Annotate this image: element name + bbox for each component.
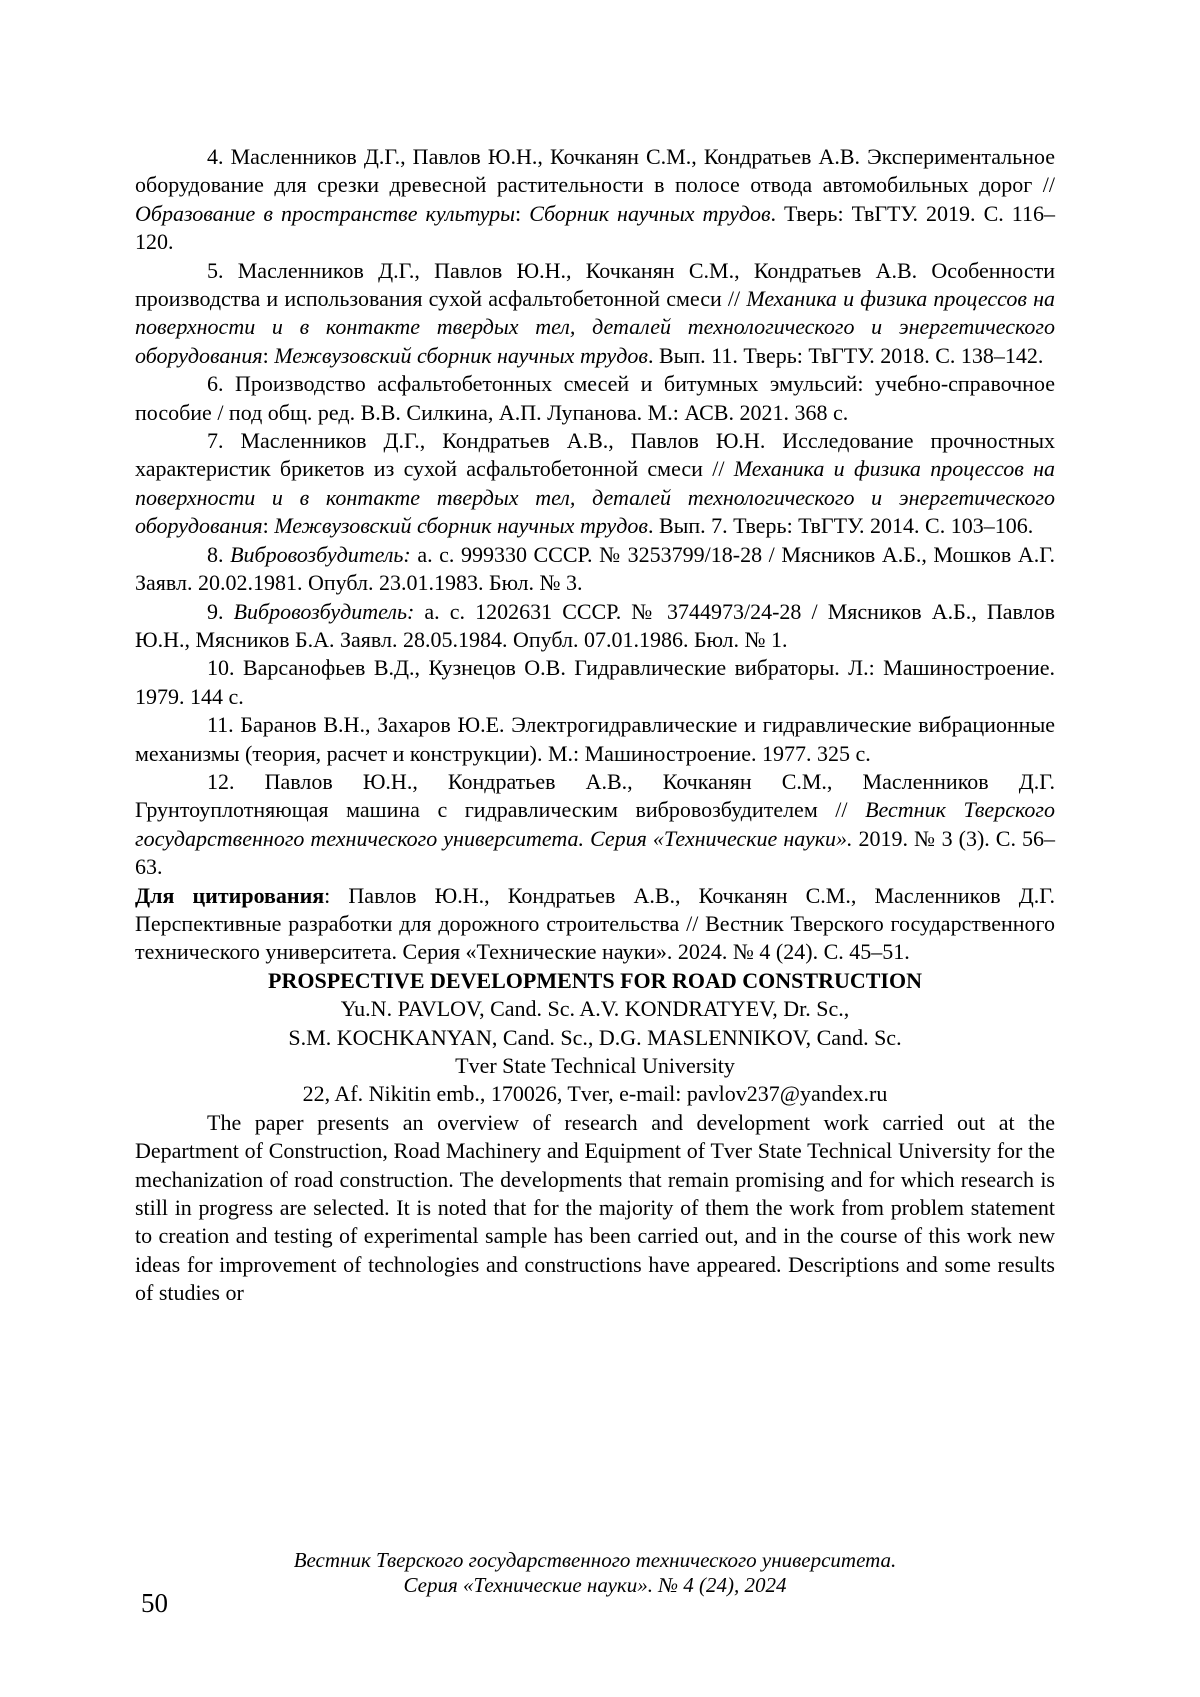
english-title: PROSPECTIVE DEVELOPMENTS FOR ROAD CONSTRUCTION — [268, 967, 922, 993]
plain-text: 10. Варсанофьев В.Д., Кузнецов О.В. Гидравлические вибраторы. Л.: Машиностроение. 1979. 144 с. — [135, 655, 1055, 709]
footer-line-2: Серия «Технические науки». № 4 (24), 2024 — [403, 1573, 787, 1597]
references-list — [135, 143, 1055, 882]
plain-text: 6. Производство асфальтобетонных смесей и битумных эмульсий: учебно-справочное пособие / под общ. ред. В.В. Силкина, А.П. Лупанова. М.: АСВ. 2021. 368 с. — [135, 371, 1055, 425]
plain-text: 2019. № 3 (3). С. 56–63. — [135, 825, 1055, 880]
plain-text: 4. Масленников Д.Г., Павлов Ю.Н., Кочканян С.М., Кондратьев А.В. Экспериментальное оборудование для срезки древесной растительности в полосе отвода автомобильных дорог // — [135, 144, 1055, 198]
plain-text: 9. — [207, 598, 234, 624]
reference-item — [135, 768, 1055, 882]
affiliation-address: 22, Af. Nikitin emb., 170026, Tver, e-mail: pavlov237@yandex.ru — [302, 1081, 888, 1107]
italic-text: Механика и физика процессов на поверхности и в контакте твердых тел, деталей технологического и энергетического оборудования — [135, 286, 1055, 368]
reference-item — [135, 598, 1055, 655]
affiliation-name: Tver State Technical University — [455, 1053, 735, 1078]
plain-text: : — [262, 342, 275, 368]
italic-text: Межвузовский сборник научных трудов — [274, 513, 648, 539]
plain-text: 7. Масленников Д.Г., Кондратьев А.В., Павлов Ю.Н. Исследование прочностных характеристик брикетов из сухой асфальтобетонной смеси // — [135, 428, 1055, 482]
plain-text: а. с. 1202631 СССР. № 3744973/24-28 / Мясников А.Б., Павлов Ю.Н., Мясников Б.А. Заявл. 28.05.1984. Опубл. 07.01.1986. Бюл. № 1. — [135, 598, 1055, 652]
italic-text: Межвузовский сборник научных трудов — [274, 342, 648, 368]
reference-item — [135, 654, 1055, 711]
authors-line-2: S.M. KOCHKANYAN, Cand. Sc., D.G. MASLENNIKOV, Cand. Sc. — [288, 1024, 902, 1050]
italic-text: Сборник научных трудов — [529, 200, 771, 226]
plain-text: . Тверь: ТвГТУ. 2019. С. 116–120. — [135, 200, 1055, 255]
reference-item — [135, 427, 1055, 541]
plain-text: : — [515, 200, 530, 226]
journal-footer — [135, 1548, 1055, 1598]
plain-text: . Вып. 11. Тверь: ТвГТУ. 2018. С. 138–142. — [647, 342, 1044, 368]
plain-text: : — [262, 513, 275, 539]
italic-text: Образование в пространстве культуры — [135, 200, 516, 226]
page-number: 50 — [141, 1588, 168, 1618]
italic-text: Вибровозбудитель: — [233, 598, 415, 624]
plain-text: 5. Масленников Д.Г., Павлов Ю.Н., Кочканян С.М., Кондратьев А.В. Особенности производства и использования сухой асфальтобетонной смеси // — [135, 257, 1055, 312]
plain-text: 11. Баранов В.Н., Захаров Ю.Е. Электрогидравлические и гидравлические вибрационные механизмы (теория, расчет и конструкции). М.: Машиностроение. 1977. 325 с. — [135, 712, 1055, 766]
plain-text: . Вып. 7. Тверь: ТвГТУ. 2014. С. 103–106. — [647, 513, 1034, 539]
italic-text: Вибровозбудитель: — [230, 541, 411, 567]
bold-text: Для цитирования — [135, 882, 325, 908]
plain-text: 8. — [207, 541, 231, 567]
plain-text: : Павлов Ю.Н., Кондратьев А.В., Кочканян С.М., Масленников Д.Г. Перспективные разработки для дорожного строительства // Вестник Тверского государственного технического университета. Серия «Технические науки». 2024. № 4 (24). С. 45–51. — [135, 882, 1055, 965]
italic-text: Механика и физика процессов на поверхности и в контакте твердых тел, деталей технологического и энергетического оборудования — [135, 456, 1055, 539]
page-content — [135, 143, 1055, 1308]
italic-text: Вестник Тверского государственного технического университета. Серия «Технические науки». — [135, 797, 1056, 851]
reference-item — [135, 257, 1055, 371]
footer-line-1: Вестник Тверского государственного технического университета. — [293, 1548, 897, 1572]
reference-item — [135, 711, 1055, 768]
citation-paragraph — [135, 882, 1055, 967]
reference-item — [135, 370, 1055, 427]
plain-text: а. с. 999330 СССР. № 3253799/18-28 / Мясников А.Б., Мошков А.Г. Заявл. 20.02.1981. Опубл. 23.01.1983. Бюл. № 3. — [135, 541, 1056, 596]
reference-item — [135, 143, 1055, 257]
abstract-paragraph: The paper presents an overview of research and development work carried out at the Department of Construction, Road Machinery and Equipment of Tver State Technical University for the mechanization of road construction. The developments that remain promising and for which research is still in progress are selected. It is noted that for the majority of them the work from problem statement to creation and testing of experimental sample has been carried out, and in the course of this work new ideas for improvement of technologies and constructions have appeared. Descriptions and some results of studies or — [135, 1109, 1055, 1306]
reference-item — [135, 541, 1055, 598]
authors-line-1: Yu.N. PAVLOV, Cand. Sc. A.V. KONDRATYEV, Dr. Sc., — [340, 996, 850, 1022]
plain-text: 12. Павлов Ю.Н., Кондратьев А.В., Кочканян С.М., Масленников Д.Г. Грунтоуплотняющая машина с гидравлическим вибровозбудителем // — [135, 768, 1055, 823]
